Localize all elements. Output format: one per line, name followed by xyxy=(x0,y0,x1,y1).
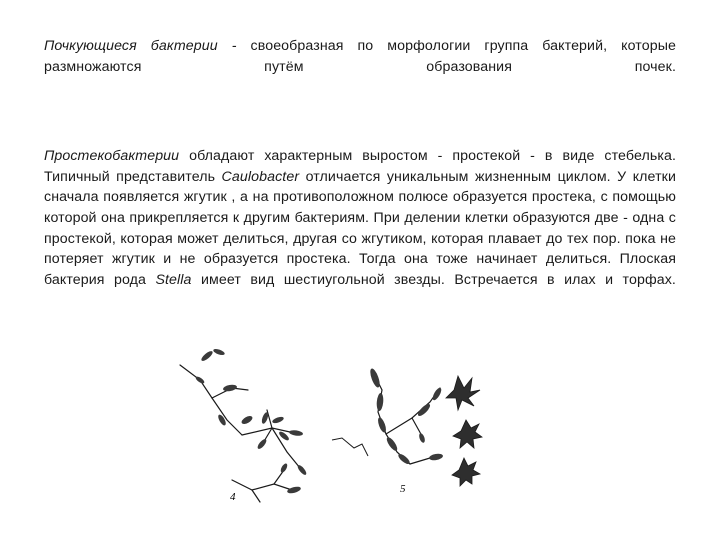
genus-stella: Stella xyxy=(155,271,192,288)
bacteria-drawing xyxy=(172,340,502,508)
figure-label-right: 5 xyxy=(400,483,406,495)
figure-label-left: 4 xyxy=(230,491,236,503)
stalk-line xyxy=(410,458,430,464)
paragraph2-text-a: обладают характерным выростом - простекой - в виде стебелька. Типичный представитель xyxy=(44,148,676,185)
stalk-line xyxy=(180,365,212,398)
paragraph-budding-bacteria xyxy=(44,36,676,77)
stalk-line xyxy=(232,480,292,490)
stalk-line xyxy=(267,410,272,428)
stalk-line xyxy=(212,398,242,435)
term-budding-bacteria: Почкующиеся бактерии - xyxy=(44,38,237,55)
stalk-line xyxy=(252,490,260,502)
paragraph1-text: своеобразная по морфологии группа бактерий, которые размножаются путём образования почек. xyxy=(44,38,676,75)
term-prosthecobacteria: Простекобактерии xyxy=(44,148,180,165)
stalk-line xyxy=(386,388,440,434)
star-cell xyxy=(453,420,482,448)
bacteria-illustration xyxy=(172,340,502,508)
genus-caulobacter: Caulobacter xyxy=(221,168,300,185)
paragraph2-text-c: имеет вид шестиугольной звезды. Встречается в илах и торфах. xyxy=(191,271,676,288)
star-cell xyxy=(452,458,480,486)
filament-line xyxy=(332,438,368,456)
paragraph-prosthecate-bacteria xyxy=(44,146,676,290)
star-cell xyxy=(446,376,480,410)
paragraph2-text-b: отличается уникальным жизненным циклом. У клетки сначала появляется жгутик , а на противоположном полюсе образуется простека, с помощью которой она прикрепляется к другим бактериям. При делении клетки образуются две - одна с простекой, которая может делиться, другая со жгутиком, которая плавает до тех пор. пока не потеряет жгутик и не образуется простека. Тогда она тоже начинает делиться. Плоская бактерия рода xyxy=(44,168,677,288)
